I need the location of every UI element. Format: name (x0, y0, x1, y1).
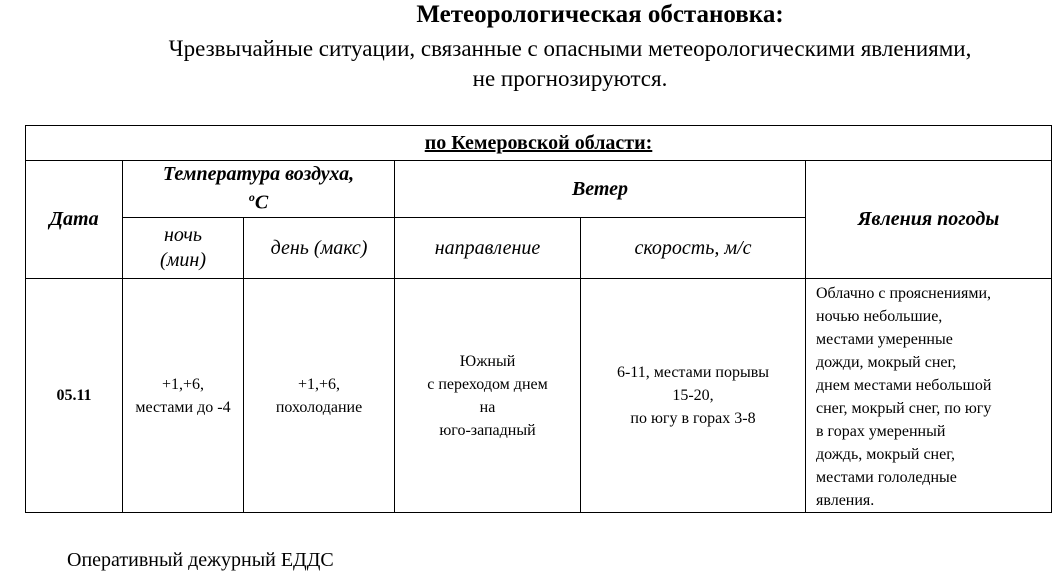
table-row (26, 279, 1052, 513)
date-cell: 05.11 (26, 279, 123, 513)
night-min-header: ночь (мин) (123, 218, 244, 279)
wind-direction-header: направление (395, 218, 581, 279)
wind-speed-header: скорость, м/с (581, 218, 806, 279)
wind-speed-cell: 6-11, местами порывы 15-20, по югу в горах 3-8 (581, 279, 806, 513)
temperature-header-title: Температура воздуха, (162, 163, 355, 186)
phenomena-header: Явления погоды (806, 161, 1052, 279)
degree-superscript: o (248, 190, 255, 205)
weather-table (25, 125, 1052, 513)
night-temp-cell: +1,+6, местами до -4 (123, 279, 244, 513)
signature: Оперативный дежурный ЕДДС (67, 549, 334, 571)
phenomena-cell: Облачно с прояснениями, ночью небольшие, местами умеренные дожди, мокрый снег, днем местами небольшой снег, мокрый снег, по югу в горах умеренный дождь, мокрый снег, местами гололедные явления. (806, 279, 1052, 513)
temperature-unit: C (254, 191, 269, 214)
wind-header: Ветер (395, 161, 806, 218)
page-heading: Метеорологическая обстановка: (416, 1, 784, 28)
region-title: по Кемеровской области: (26, 126, 1052, 161)
wind-direction-cell: Южный с переходом днем на юго-западный (395, 279, 581, 513)
temperature-header (123, 161, 395, 218)
day-temp-cell: +1,+6, похолодание (244, 279, 395, 513)
day-max-header: день (макс) (244, 218, 395, 279)
date-header: Дата (26, 161, 123, 279)
intro-text: Чрезвычайные ситуации, связанные с опасными метеорологическими явлениями, не прогнозируются. (168, 36, 972, 91)
